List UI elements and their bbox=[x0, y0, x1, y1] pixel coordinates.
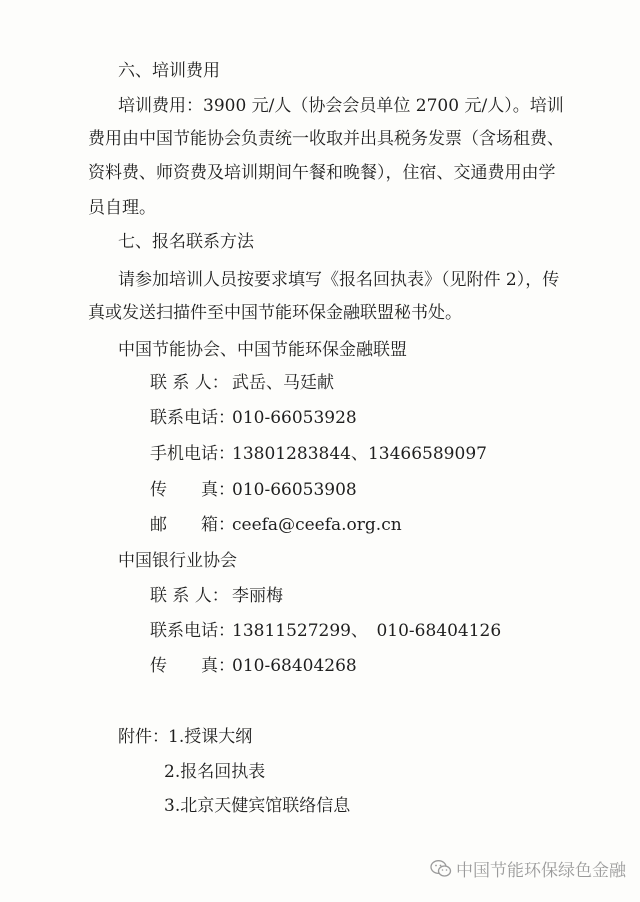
org-1-fax-row bbox=[150, 479, 357, 501]
attachment-item: 1.授课大纲 bbox=[168, 727, 253, 747]
watermark-text: 中国节能环保绿色金融 bbox=[456, 861, 626, 881]
phone-label: 联系电话： bbox=[150, 621, 235, 641]
org-1-mobile-row bbox=[150, 443, 487, 465]
org-2-contact-row bbox=[150, 585, 283, 607]
fax-value: 010-66053908 bbox=[232, 480, 357, 500]
attachment-item: 2.报名回执表 bbox=[164, 762, 266, 782]
section-6-line: 费用由中国节能协会负责统一收取并出具税务发票（含场租费、 bbox=[88, 129, 564, 149]
org-2-fax-row bbox=[150, 655, 357, 677]
wechat-icon bbox=[430, 859, 452, 879]
contact-value: 李丽梅 bbox=[232, 586, 283, 606]
org-1-phone-row bbox=[150, 407, 357, 429]
org-1-contact-row bbox=[150, 372, 334, 394]
phone-value: 010-66053928 bbox=[232, 408, 357, 428]
fax-label: 传 真： bbox=[150, 656, 235, 676]
section-7-line: 真或发送扫描件至中国节能环保金融联盟秘书处。 bbox=[88, 303, 462, 323]
org-2-phone-row bbox=[150, 620, 501, 642]
section-7-heading: 七、报名联系方法 bbox=[118, 232, 254, 252]
section-7-line: 请参加培训人员按要求填写《报名回执表》（见附件 2），传 bbox=[118, 270, 560, 290]
org-1-name: 中国节能协会、中国节能环保金融联盟 bbox=[118, 340, 407, 360]
org-1-email-row bbox=[150, 514, 402, 536]
contact-value: 武岳、马廷献 bbox=[232, 373, 334, 393]
mobile-value: 13801283844、13466589097 bbox=[232, 444, 487, 464]
contact-label: 联 系 人： bbox=[150, 586, 229, 606]
contact-label: 联 系 人： bbox=[150, 373, 229, 393]
section-6-line: 资料费、师资费及培训期间午餐和晚餐），住宿、交通费用由学 bbox=[88, 163, 556, 183]
phone-label: 联系电话： bbox=[150, 408, 235, 428]
fax-value: 010-68404268 bbox=[232, 656, 357, 676]
wechat-watermark bbox=[430, 856, 626, 881]
email-label: 邮 箱： bbox=[150, 515, 235, 535]
mobile-label: 手机电话： bbox=[150, 444, 235, 464]
email-value: ceefa@ceefa.org.cn bbox=[232, 515, 402, 535]
phone-value: 13811527299、 010-68404126 bbox=[232, 621, 502, 641]
fax-label: 传 真： bbox=[150, 480, 235, 500]
section-6-heading: 六、培训费用 bbox=[118, 61, 220, 81]
attachments-label: 附件： bbox=[118, 727, 169, 747]
section-6-line: 员自理。 bbox=[88, 198, 156, 218]
org-2-name: 中国银行业协会 bbox=[118, 551, 237, 571]
section-6-line: 培训费用：3900 元/人（协会会员单位 2700 元/人）。培训 bbox=[118, 96, 564, 116]
attachment-item: 3.北京天健宾馆联络信息 bbox=[164, 796, 351, 816]
